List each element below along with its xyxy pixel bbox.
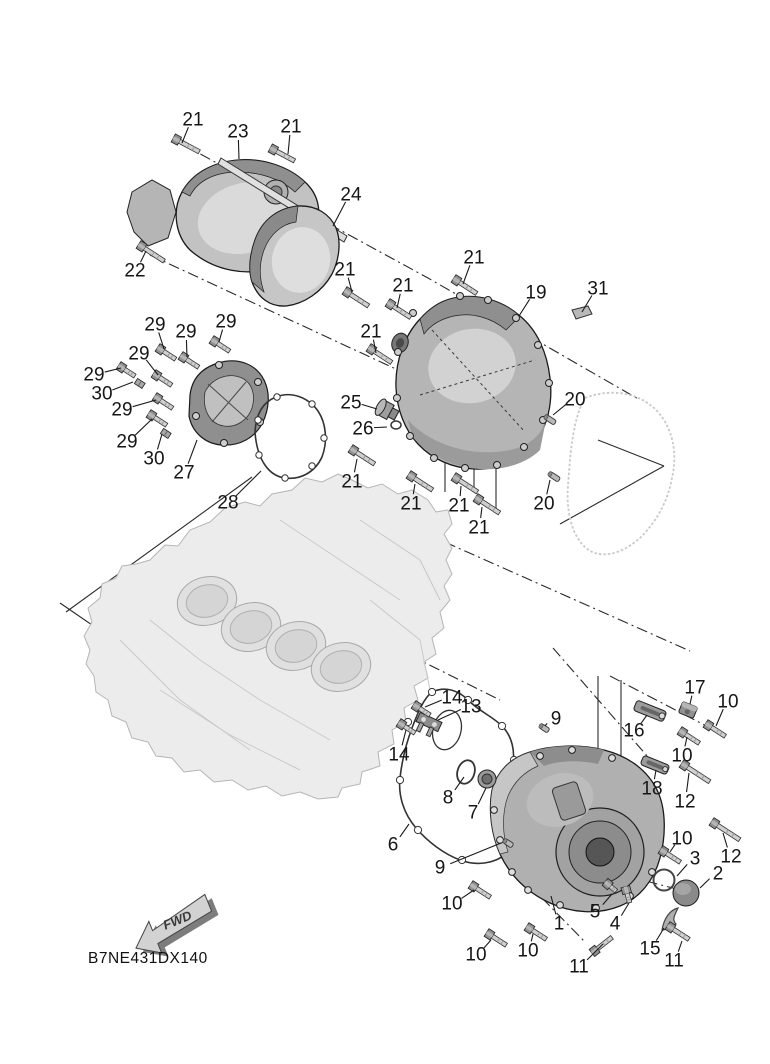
callout-29: 29 [83,364,105,386]
callout-21: 21 [360,321,382,343]
leader-line [400,824,409,837]
callout-29: 29 [215,311,237,333]
cap-2-art [673,880,699,906]
leader-line [188,440,197,464]
leader-line [374,427,387,428]
callout-29: 29 [116,431,138,453]
bolt-icon [451,473,480,496]
callout-11: 11 [569,956,589,978]
callout-29: 29 [128,343,150,365]
callout-10: 10 [441,893,463,915]
callout-7: 7 [467,802,479,824]
nut-icon [160,428,171,438]
callout-10: 10 [671,828,693,850]
leader-line [677,864,687,876]
cover-27-art [189,361,268,447]
leader-line [402,730,406,745]
leader-line [236,471,261,496]
seal-31-art [572,306,592,319]
leader-line [354,459,357,472]
callout-10: 10 [517,940,539,962]
cover-1-art [490,746,664,912]
callout-10: 10 [671,745,693,767]
bolt-icon [665,922,691,943]
dowel-pin-icon [547,471,561,482]
bolt-icon [209,336,232,355]
leader-line [723,833,727,847]
callout-31: 31 [587,278,609,300]
callout-30: 30 [143,448,165,470]
callout-17: 17 [684,677,706,699]
callout-22: 22 [124,260,146,282]
leader-line [687,773,689,792]
callout-14: 14 [441,687,463,709]
leader-line [425,700,442,707]
callout-21: 21 [448,495,470,517]
leader-line [362,404,377,409]
cover-19-art [389,293,552,472]
plug-25-art [373,397,401,429]
callout-10: 10 [465,944,487,966]
callout-18: 18 [641,778,663,800]
callout-2: 2 [712,863,724,885]
callout-21: 21 [400,493,422,515]
bolt-icon [484,929,509,949]
bolt-icon [709,818,742,844]
callout-13: 13 [460,696,482,718]
bolt-icon [703,720,728,740]
leader-line [547,480,550,494]
callout-8: 8 [442,787,454,809]
callout-3: 3 [689,848,701,870]
oring-3-art [654,870,675,891]
bolt-icon [348,445,377,468]
callout-11: 11 [664,950,684,972]
callout-30: 30 [91,383,113,405]
callout-15: 15 [639,938,661,960]
callout-21: 21 [463,247,485,269]
bracket-17-art [678,701,697,718]
bolt-icon [151,370,174,389]
leader-line [700,879,710,888]
bolt-icon [146,410,169,429]
leader-line [135,419,152,435]
callout-9: 9 [434,857,446,879]
bolt-icon [677,727,702,747]
callout-23: 23 [227,121,249,143]
callout-29: 29 [175,321,197,343]
bolt-icon [342,287,371,310]
callout-6: 6 [387,834,399,856]
callout-1: 1 [553,913,565,935]
callout-25: 25 [340,392,362,414]
reference-gasket-outline [568,393,675,555]
callout-21: 21 [280,116,302,138]
callout-21: 21 [468,517,490,539]
bolt-icon [366,344,394,367]
fwd-label: FWD [160,907,194,933]
leader-line [478,788,486,804]
callout-20: 20 [533,493,555,515]
bolt-icon [152,393,175,412]
bolt-icon [171,134,201,156]
oring-8-art [454,758,478,786]
dowel-pin-icon [538,723,550,733]
leader-line [112,382,133,390]
callout-10: 10 [717,691,739,713]
callout-27: 27 [173,462,195,484]
callout-16: 16 [623,720,645,742]
callout-26: 26 [352,418,374,440]
leader-line [545,723,547,726]
leader-line [157,434,162,449]
leader-line [461,890,474,898]
callout-9: 9 [550,708,562,730]
bolt-icon [473,494,502,517]
callout-12: 12 [720,846,742,868]
callout-21: 21 [334,259,356,281]
drawing-code: B7NE431DX140 [88,950,208,967]
callout-29: 29 [111,399,133,421]
callout-21: 21 [392,275,414,297]
callout-19: 19 [525,282,547,304]
nut-icon [134,378,145,388]
bolt-icon [155,344,178,363]
callout-14: 14 [388,744,410,766]
leader-line [288,135,290,154]
bolt-icon [385,299,413,322]
callout-12: 12 [674,791,696,813]
callout-20: 20 [564,389,586,411]
callout-21: 21 [182,109,204,131]
collar-7-art [478,770,496,788]
callout-24: 24 [340,184,362,206]
leader-line [133,400,156,407]
leader-line [186,340,187,357]
bolt-icon [178,352,201,371]
leader-line [481,507,482,518]
callout-28: 28 [217,492,239,514]
bolt-icon [268,144,297,165]
leader-line [238,140,239,159]
callout-5: 5 [589,901,601,923]
callout-29: 29 [144,314,166,336]
callout-4: 4 [609,913,621,935]
washer-26-art [391,421,401,429]
callout-21: 21 [341,471,363,493]
